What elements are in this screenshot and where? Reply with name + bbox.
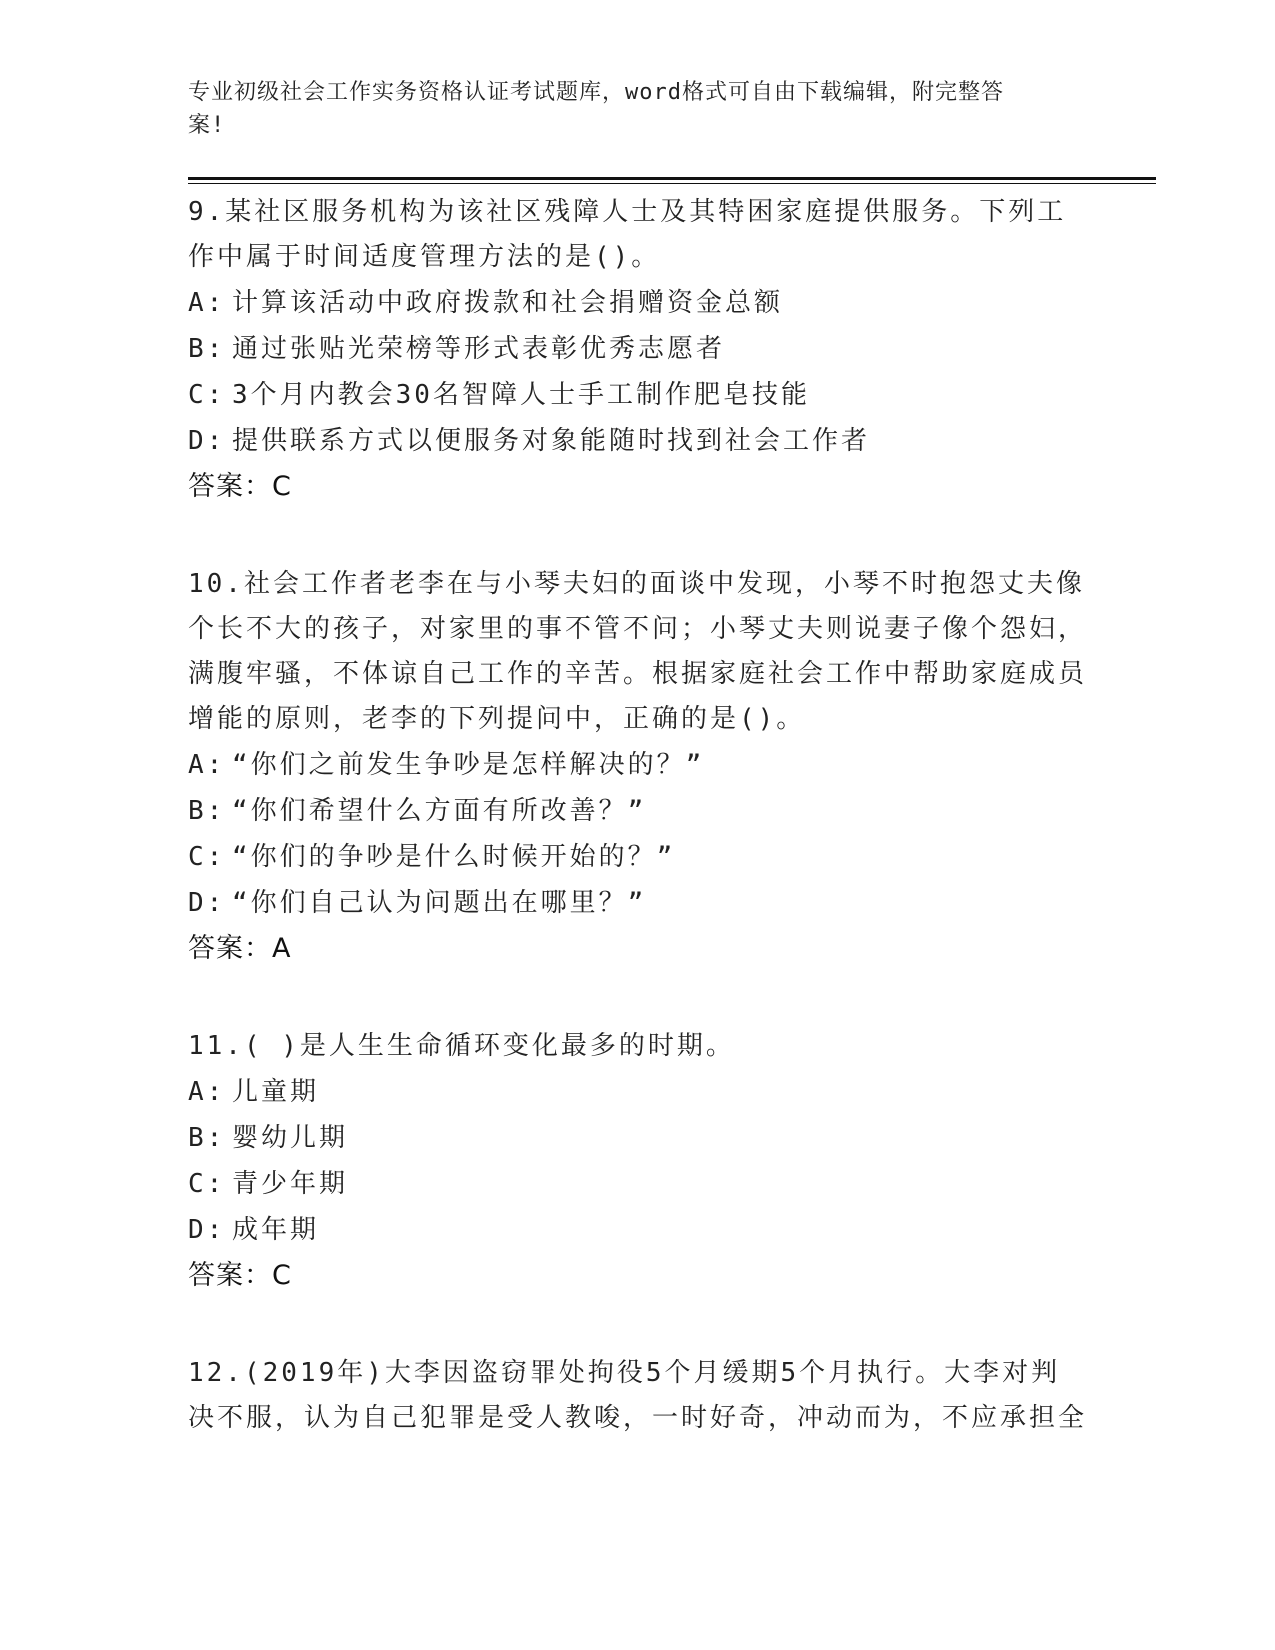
option-c [188, 1161, 1088, 1207]
option-key: B: [188, 796, 226, 826]
option-text: 成年期 [232, 1215, 320, 1245]
option-key: B: [188, 1123, 226, 1153]
option-key: C: [188, 842, 226, 872]
option-text: 提供联系方式以便服务对象能随时找到社会工作者 [232, 426, 871, 456]
header-divider-thin [188, 183, 1156, 184]
question-stem: 11.( )是人生生命循环变化最多的时期。 [188, 1031, 735, 1061]
option-text: 通过张贴光荣榜等形式表彰优秀志愿者 [232, 334, 726, 364]
header-line-2: 案! [188, 113, 226, 138]
option-a [188, 1069, 1088, 1115]
question-stem: 9.某社区服务机构为该社区残障人士及其特困家庭提供服务。下列工作中属于时间适度管理方法的是()。 [188, 197, 1067, 272]
option-c [188, 372, 1088, 418]
answer-line: 答案：C [188, 1260, 292, 1291]
option-a [188, 742, 1088, 788]
option-d [188, 418, 1088, 464]
option-text: “你们自己认为问题出在哪里？” [232, 888, 647, 918]
question-10 [188, 562, 1088, 972]
option-key: D: [188, 1215, 226, 1245]
question-11 [188, 1024, 1088, 1299]
document-header [188, 76, 1078, 142]
option-key: A: [188, 750, 226, 780]
option-text: “你们之前发生争吵是怎样解决的？” [232, 750, 705, 780]
answer-line: 答案：A [188, 933, 292, 964]
option-key: A: [188, 288, 226, 318]
option-text: 青少年期 [232, 1169, 349, 1199]
question-stem: 12.(2019年)大李因盗窃罪处拘役5个月缓期5个月执行。大李对判决不服，认为自己犯罪是受人教唆，一时好奇，冲动而为，不应承担全 [188, 1358, 1088, 1433]
option-key: D: [188, 888, 226, 918]
header-divider-thick [188, 177, 1156, 180]
option-a [188, 280, 1088, 326]
option-key: D: [188, 426, 226, 456]
option-key: C: [188, 1169, 226, 1199]
option-text: 儿童期 [232, 1077, 320, 1107]
option-c [188, 834, 1088, 880]
option-d [188, 1207, 1088, 1253]
option-text: 3个月内教会30名智障人士手工制作肥皂技能 [232, 380, 810, 410]
header-line-1: 专业初级社会工作实务资格认证考试题库，word格式可自由下载编辑，附完整答 [188, 80, 1004, 105]
option-b [188, 1115, 1088, 1161]
option-b [188, 326, 1088, 372]
option-text: “你们的争吵是什么时候开始的？” [232, 842, 676, 872]
option-text: 婴幼儿期 [232, 1123, 349, 1153]
option-key: C: [188, 380, 226, 410]
option-b [188, 788, 1088, 834]
question-stem: 10.社会工作者老李在与小琴夫妇的面谈中发现，小琴不时抱怨丈夫像个长不大的孩子，对家里的事不管不问；小琴丈夫则说妻子像个怨妇，满腹牢骚，不体谅自己工作的辛苦。根据家庭社会工作中帮助家庭成员增能的原则，老李的下列提问中，正确的是()。 [188, 569, 1088, 734]
option-key: A: [188, 1077, 226, 1107]
question-9 [188, 190, 1088, 510]
question-list [188, 190, 1088, 1493]
option-text: “你们希望什么方面有所改善？” [232, 796, 647, 826]
option-key: B: [188, 334, 226, 364]
option-text: 计算该活动中政府拨款和社会捐赠资金总额 [232, 288, 784, 318]
question-12 [188, 1351, 1088, 1441]
answer-line: 答案：C [188, 471, 292, 502]
option-d [188, 880, 1088, 926]
